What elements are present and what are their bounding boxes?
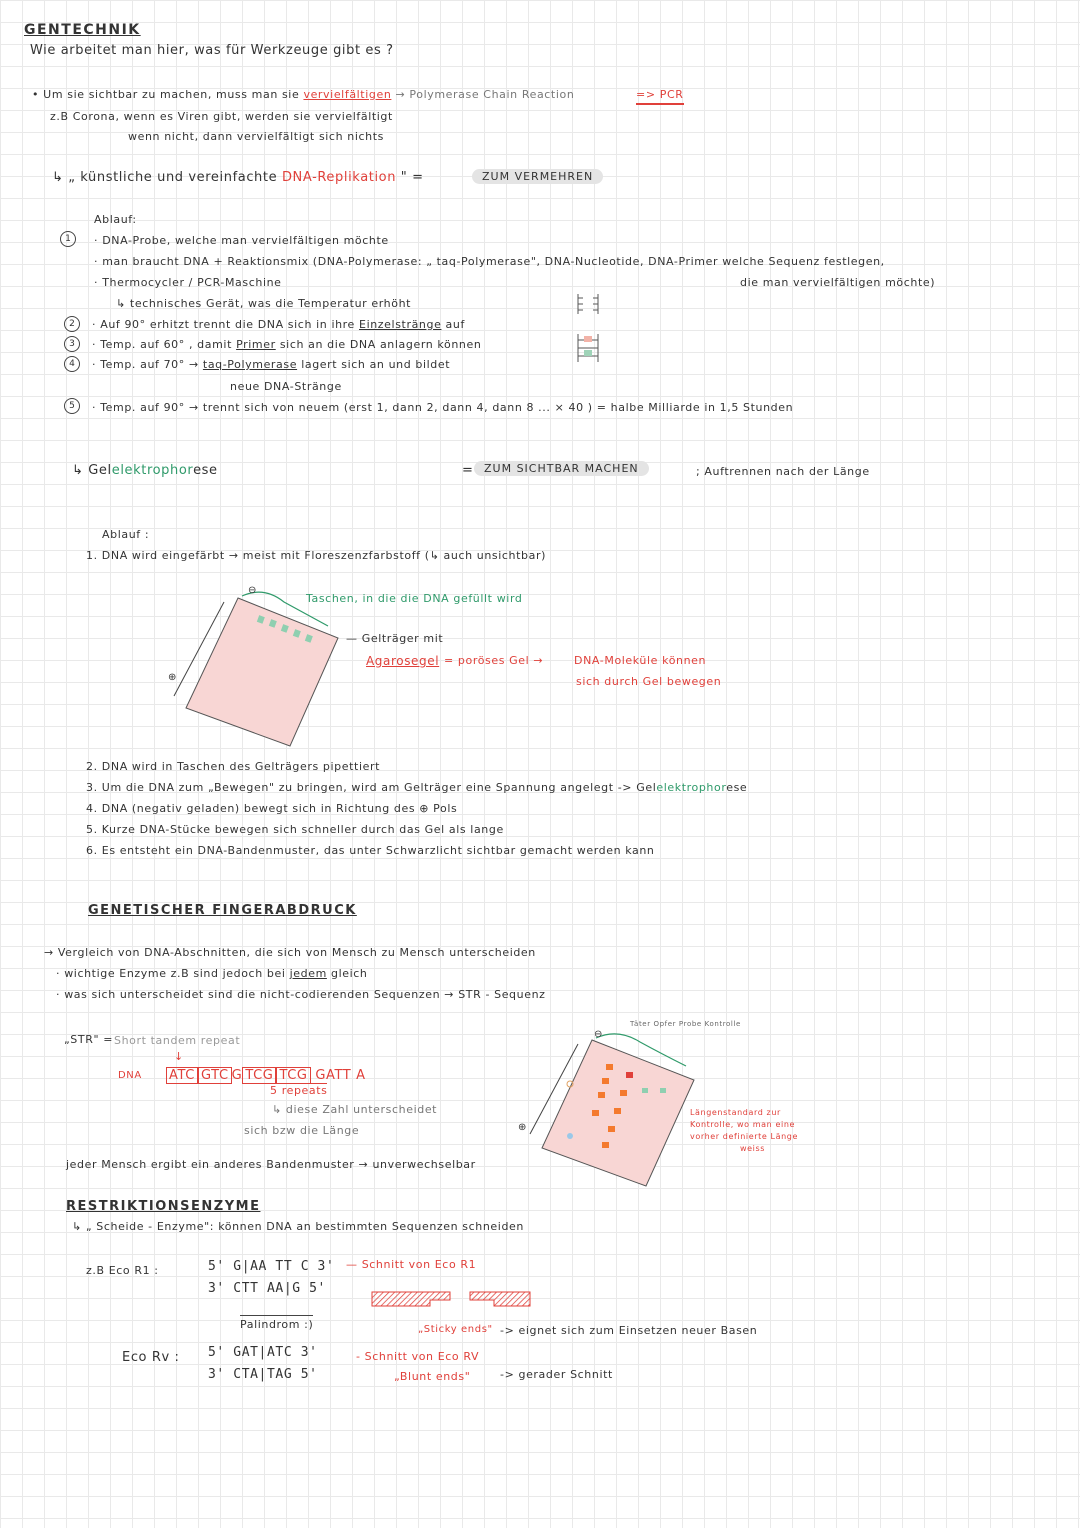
ladder-note-2: Kontrolle, wo man eine [690,1120,796,1129]
gel-band [602,1142,609,1148]
ecor1-bottom-strand: 3' CTT AA|G 5' [208,1281,326,1296]
fingerprint-gel-diagram [522,1030,702,1190]
pcr-step-1d: ↳ technisches Gerät, was die Temperatur erhöht [116,297,412,310]
pcr-step-5: · Temp. auf 90° → trennt sich von neuem (erst 1, dann 2, dann 4, dann 8 ... × 40 ) = halbe Milliarde in 1,5 Stunden [92,401,794,414]
ecorv-top-strand: 5' GAT|ATC 3' [208,1345,318,1360]
gel-step-2: 2. DNA wird in Taschen des Gelträgers pipettiert [86,760,380,773]
gel-purpose-pill: ZUM SICHTBAR MACHEN [474,461,649,476]
blunt-ends-label: „Blunt ends" [394,1370,471,1383]
page-subtitle: Wie arbeitet man hier, was für Werkzeuge gibt es ? [30,43,394,58]
pcr-ablauf-label: Ablauf: [94,213,137,226]
gel-step-3: 3. Um die DNA zum „Bewegen" zu bringen, wird am Gelträger eine Spannung angelegt -> Gelelektrophorese [86,781,748,794]
dna-fragment-left [372,1292,450,1306]
gel-band [567,1133,573,1139]
gel-eq: = [462,463,474,478]
gel-band [606,1064,613,1070]
page-title: GENTECHNIK [24,22,141,38]
pcr-intro: • Um sie sichtbar zu machen, muss man sie vervielfältigen → Polymerase Chain Reaction [32,88,575,101]
gel-band [602,1078,609,1084]
gel-step-5: 5. Kurze DNA-Stücke bewegen sich schneller durch das Gel als lange [86,823,504,836]
ecor1-top-strand: 5' G|AA TT C 3' [208,1259,335,1274]
pcr-example-1: z.B Corona, wenn es Viren gibt, werden sie vervielfältigt [50,110,393,123]
gel-band [592,1110,599,1116]
pcr-step-1b2: die man vervielfältigen möchte) [740,276,936,289]
pcr-step-1c: · Thermocycler / PCR-Maschine [94,276,282,289]
gel-step-4: 4. DNA (negativ geladen) bewegt sich in Richtung des ⊕ Pols [86,802,458,815]
pcr-step-1b: · man braucht DNA + Reaktionsmix (DNA-Polymerase: „ taq-Polymerase", DNA-Nucleotide, DNA-Primer welche Sequenz festlegen, [94,255,885,268]
sticky-ends-note: -> eignet sich zum Einsetzen neuer Basen [500,1324,758,1337]
step-number-5: 5 [64,398,80,414]
step-number-2: 2 [64,316,80,332]
step-number-3: 3 [64,336,80,352]
str-definition: Short tandem repeat [114,1034,241,1047]
agarose-label: Agarosegel [366,654,440,668]
primer-mark [584,336,592,342]
str-sequence: ATC GTC G TCG TCG GATT A [166,1068,366,1084]
bandpattern-note: jeder Mensch ergibt ein anderes Bandenmuster → unverwechselbar [66,1158,476,1171]
gel-band [626,1072,633,1078]
pcr-example-2: wenn nicht, dann vervielfältigt sich nichts [128,130,384,143]
carrier-label: — Gelträger mit [346,632,444,645]
primer-mark [584,350,592,356]
pcr-step-4b: neue DNA-Stränge [230,380,342,393]
sticky-ends-label: „Sticky ends" [418,1324,493,1335]
fingerprint-line-1: → Vergleich von DNA-Abschnitten, die sich von Mensch zu Mensch unterscheiden [44,946,536,959]
sticky-ends-sketch [370,1288,550,1312]
gel-step-1: 1. DNA wird eingefärbt → meist mit Floreszenzfarbstoff (↳ auch unsichtbar) [86,549,546,562]
repeats-label: 5 repeats [270,1084,328,1097]
ecor1-cut-label: — Schnitt von Eco R1 [346,1258,477,1271]
pcr-step-4: · Temp. auf 70° → taq-Polymerase lagert sich an und bildet [92,358,451,371]
repeats-note-1: ↳ diese Zahl unterscheidet [272,1103,438,1116]
gel-purpose-note: ; Auftrennen nach der Länge [696,465,870,478]
ladder-note-1: Längenstandard zur [690,1108,781,1117]
dna-strand-sketch [574,288,614,378]
gel-ablauf-label: Ablauf : [102,528,150,541]
pcr-step-3: · Temp. auf 60° , damit Primer sich an die DNA anlagern können [92,338,482,351]
gel-heading: ↳ Gelelektrophorese [72,463,218,478]
str-label: „STR" = [64,1033,114,1046]
dna-fragment-right [470,1292,530,1306]
blunt-ends-note: -> gerader Schnitt [500,1368,613,1381]
porous-label: = poröses Gel → [444,654,544,667]
gel-tray-diagram [166,588,346,748]
pcr-abbrev: => PCR [636,88,684,105]
fingerprint-title: GENETISCHER FINGERABDRUCK [88,903,357,918]
molecules-label-2: sich durch Gel bewegen [576,675,722,688]
gel-step-6: 6. Es entsteht ein DNA-Bandenmuster, das unter Schwarzlicht sichtbar gemacht werden kann [86,844,655,857]
restriction-title: RESTRIKTIONSENZYME [66,1199,261,1214]
cathode-sign-2: ⊕ [518,1122,527,1133]
gel-band [608,1126,615,1132]
gel-band [660,1088,666,1093]
ladder-note-4: weiss [740,1144,766,1153]
ecorv-cut-label: - Schnitt von Eco RV [356,1350,480,1363]
ladder-note-3: vorher definierte Länge [690,1132,798,1141]
lane-labels: Täter Opfer Probe Kontrolle [630,1020,741,1028]
gel-band [598,1092,605,1098]
pcr-step-2: · Auf 90° erhitzt trennt die DNA sich in ihre Einzelstränge auf [92,318,465,331]
pcr-purpose-pill: ZUM VERMEHREN [472,169,603,184]
pcr-definition: ↳ „ künstliche und vereinfachte DNA-Replikation " = [52,170,424,185]
anode-sign: ⊖ [248,585,257,596]
gel-band [614,1108,621,1114]
pcr-step-1a: · DNA-Probe, welche man vervielfältigen möchte [94,234,389,247]
cathode-sign: ⊕ [168,672,177,683]
ecorv-bottom-strand: 3' CTA|TAG 5' [208,1367,318,1382]
gel-band [620,1090,627,1096]
fingerprint-line-3: · was sich unterscheidet sind die nicht-codierenden Sequenzen → STR - Sequenz [56,988,546,1001]
ecor1-label: z.B Eco R1 : [86,1264,159,1277]
restriction-definition: ↳ „ Scheide - Enzyme": können DNA an bestimmten Sequenzen schneiden [72,1220,524,1233]
repeats-note-2: sich bzw die Länge [244,1124,360,1137]
palindrom-label: Palindrom :) [240,1315,313,1331]
fingerprint-line-2: · wichtige Enzyme z.B sind jedoch bei jedem gleich [56,967,368,980]
gel-band [642,1088,648,1093]
molecules-label: DNA-Moleküle können [574,654,707,667]
anode-sign-2: ⊖ [594,1029,603,1040]
step-number-4: 4 [64,356,80,372]
pockets-label: Taschen, in die die DNA gefüllt wird [306,592,523,605]
str-arrow: ↓ [174,1050,184,1063]
ecorv-label: Eco Rv : [122,1350,180,1365]
step-number-1: 1 [60,231,76,247]
dna-label: DNA [118,1070,142,1081]
